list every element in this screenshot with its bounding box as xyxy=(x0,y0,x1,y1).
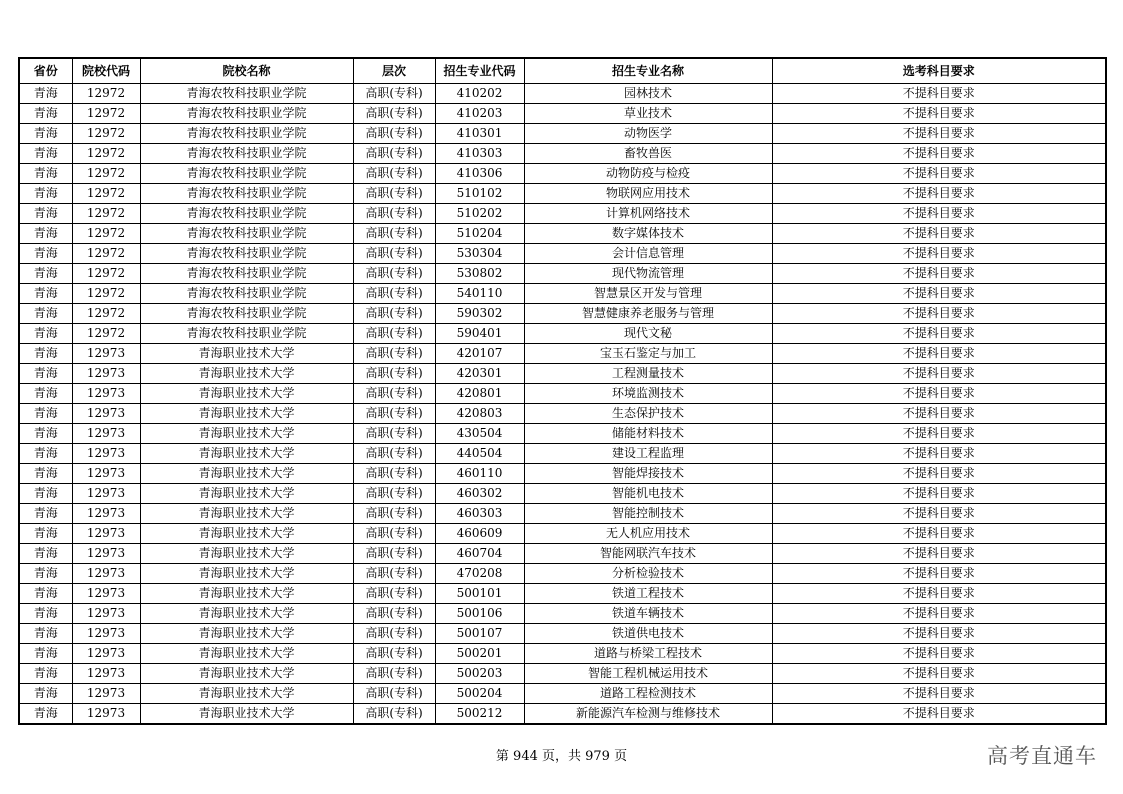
cell-subject-requirement: 不提科目要求 xyxy=(772,524,1106,544)
cell-major-code: 500106 xyxy=(435,604,524,624)
cell-major-name: 智能机电技术 xyxy=(524,484,772,504)
cell-school-code: 12972 xyxy=(72,204,140,224)
cell-major-name: 畜牧兽医 xyxy=(524,144,772,164)
cell-major-code: 460110 xyxy=(435,464,524,484)
cell-school-code: 12972 xyxy=(72,264,140,284)
cell-major-code: 500212 xyxy=(435,704,524,725)
cell-province: 青海 xyxy=(19,564,72,584)
table-row xyxy=(19,424,1106,444)
cell-school-code: 12972 xyxy=(72,244,140,264)
cell-level: 高职(专科) xyxy=(353,264,435,284)
cell-school-name: 青海职业技术大学 xyxy=(140,404,353,424)
header-major-code: 招生专业代码 xyxy=(435,58,524,84)
table-row xyxy=(19,204,1106,224)
cell-subject-requirement: 不提科目要求 xyxy=(772,364,1106,384)
cell-school-code: 12973 xyxy=(72,484,140,504)
cell-major-name: 分析检验技术 xyxy=(524,564,772,584)
cell-major-name: 园林技术 xyxy=(524,84,772,104)
cell-province: 青海 xyxy=(19,684,72,704)
cell-province: 青海 xyxy=(19,404,72,424)
cell-province: 青海 xyxy=(19,104,72,124)
cell-province: 青海 xyxy=(19,204,72,224)
cell-province: 青海 xyxy=(19,364,72,384)
cell-school-code: 12973 xyxy=(72,664,140,684)
table-row xyxy=(19,564,1106,584)
cell-major-code: 410306 xyxy=(435,164,524,184)
cell-school-name: 青海农牧科技职业学院 xyxy=(140,124,353,144)
cell-level: 高职(专科) xyxy=(353,584,435,604)
cell-subject-requirement: 不提科目要求 xyxy=(772,304,1106,324)
cell-school-name: 青海农牧科技职业学院 xyxy=(140,164,353,184)
cell-major-code: 420801 xyxy=(435,384,524,404)
cell-level: 高职(专科) xyxy=(353,424,435,444)
cell-subject-requirement: 不提科目要求 xyxy=(772,584,1106,604)
cell-school-code: 12973 xyxy=(72,364,140,384)
cell-level: 高职(专科) xyxy=(353,124,435,144)
cell-school-name: 青海农牧科技职业学院 xyxy=(140,224,353,244)
cell-major-code: 420301 xyxy=(435,364,524,384)
cell-major-name: 道路与桥梁工程技术 xyxy=(524,644,772,664)
cell-subject-requirement: 不提科目要求 xyxy=(772,264,1106,284)
cell-subject-requirement: 不提科目要求 xyxy=(772,224,1106,244)
cell-school-code: 12973 xyxy=(72,564,140,584)
cell-province: 青海 xyxy=(19,644,72,664)
cell-school-name: 青海职业技术大学 xyxy=(140,544,353,564)
cell-school-name: 青海农牧科技职业学院 xyxy=(140,264,353,284)
table-row xyxy=(19,404,1106,424)
cell-subject-requirement: 不提科目要求 xyxy=(772,424,1106,444)
cell-school-code: 12973 xyxy=(72,524,140,544)
table-body xyxy=(19,84,1106,725)
cell-subject-requirement: 不提科目要求 xyxy=(772,664,1106,684)
cell-province: 青海 xyxy=(19,464,72,484)
cell-school-name: 青海农牧科技职业学院 xyxy=(140,324,353,344)
cell-level: 高职(专科) xyxy=(353,444,435,464)
table-row xyxy=(19,224,1106,244)
cell-province: 青海 xyxy=(19,424,72,444)
cell-school-code: 12972 xyxy=(72,104,140,124)
cell-major-name: 智慧健康养老服务与管理 xyxy=(524,304,772,324)
cell-province: 青海 xyxy=(19,184,72,204)
table-row xyxy=(19,684,1106,704)
cell-level: 高职(专科) xyxy=(353,644,435,664)
cell-school-name: 青海农牧科技职业学院 xyxy=(140,204,353,224)
cell-school-name: 青海职业技术大学 xyxy=(140,624,353,644)
cell-major-name: 智能焊接技术 xyxy=(524,464,772,484)
table-row xyxy=(19,664,1106,684)
cell-major-code: 460302 xyxy=(435,484,524,504)
cell-major-code: 590401 xyxy=(435,324,524,344)
cell-major-name: 智能控制技术 xyxy=(524,504,772,524)
cell-major-name: 储能材料技术 xyxy=(524,424,772,444)
cell-major-name: 铁道工程技术 xyxy=(524,584,772,604)
cell-school-code: 12973 xyxy=(72,424,140,444)
cell-major-code: 500203 xyxy=(435,664,524,684)
cell-province: 青海 xyxy=(19,344,72,364)
cell-major-code: 460303 xyxy=(435,504,524,524)
cell-school-name: 青海职业技术大学 xyxy=(140,464,353,484)
cell-subject-requirement: 不提科目要求 xyxy=(772,284,1106,304)
cell-subject-requirement: 不提科目要求 xyxy=(772,504,1106,524)
cell-subject-requirement: 不提科目要求 xyxy=(772,84,1106,104)
cell-level: 高职(专科) xyxy=(353,704,435,725)
cell-major-code: 540110 xyxy=(435,284,524,304)
cell-major-code: 530304 xyxy=(435,244,524,264)
cell-major-code: 410301 xyxy=(435,124,524,144)
cell-level: 高职(专科) xyxy=(353,544,435,564)
cell-major-name: 无人机应用技术 xyxy=(524,524,772,544)
header-province: 省份 xyxy=(19,58,72,84)
cell-school-name: 青海职业技术大学 xyxy=(140,444,353,464)
cell-school-code: 12973 xyxy=(72,464,140,484)
cell-major-code: 410303 xyxy=(435,144,524,164)
cell-major-name: 智能工程机械运用技术 xyxy=(524,664,772,684)
cell-level: 高职(专科) xyxy=(353,84,435,104)
cell-school-code: 12972 xyxy=(72,84,140,104)
cell-major-name: 草业技术 xyxy=(524,104,772,124)
table-row xyxy=(19,544,1106,564)
cell-province: 青海 xyxy=(19,284,72,304)
cell-level: 高职(专科) xyxy=(353,184,435,204)
cell-school-code: 12972 xyxy=(72,184,140,204)
cell-school-code: 12972 xyxy=(72,284,140,304)
cell-subject-requirement: 不提科目要求 xyxy=(772,184,1106,204)
table-row xyxy=(19,584,1106,604)
cell-province: 青海 xyxy=(19,604,72,624)
header-school-name: 院校名称 xyxy=(140,58,353,84)
cell-major-name: 生态保护技术 xyxy=(524,404,772,424)
cell-school-code: 12973 xyxy=(72,584,140,604)
cell-province: 青海 xyxy=(19,84,72,104)
cell-province: 青海 xyxy=(19,624,72,644)
cell-subject-requirement: 不提科目要求 xyxy=(772,404,1106,424)
header-major-name: 招生专业名称 xyxy=(524,58,772,84)
cell-major-code: 500107 xyxy=(435,624,524,644)
cell-major-name: 计算机网络技术 xyxy=(524,204,772,224)
cell-subject-requirement: 不提科目要求 xyxy=(772,244,1106,264)
cell-school-name: 青海职业技术大学 xyxy=(140,364,353,384)
table-row xyxy=(19,284,1106,304)
table-row xyxy=(19,484,1106,504)
table-row xyxy=(19,444,1106,464)
cell-school-name: 青海职业技术大学 xyxy=(140,664,353,684)
cell-province: 青海 xyxy=(19,224,72,244)
cell-level: 高职(专科) xyxy=(353,664,435,684)
cell-major-name: 建设工程监理 xyxy=(524,444,772,464)
cell-school-name: 青海职业技术大学 xyxy=(140,584,353,604)
cell-province: 青海 xyxy=(19,264,72,284)
cell-province: 青海 xyxy=(19,124,72,144)
cell-school-name: 青海农牧科技职业学院 xyxy=(140,144,353,164)
cell-major-name: 道路工程检测技术 xyxy=(524,684,772,704)
cell-level: 高职(专科) xyxy=(353,564,435,584)
cell-school-name: 青海职业技术大学 xyxy=(140,644,353,664)
cell-major-name: 动物防疫与检疫 xyxy=(524,164,772,184)
cell-subject-requirement: 不提科目要求 xyxy=(772,604,1106,624)
table-row xyxy=(19,324,1106,344)
cell-subject-requirement: 不提科目要求 xyxy=(772,624,1106,644)
cell-level: 高职(专科) xyxy=(353,344,435,364)
cell-major-name: 工程测量技术 xyxy=(524,364,772,384)
table-row xyxy=(19,184,1106,204)
cell-school-name: 青海农牧科技职业学院 xyxy=(140,84,353,104)
cell-level: 高职(专科) xyxy=(353,364,435,384)
cell-province: 青海 xyxy=(19,584,72,604)
cell-subject-requirement: 不提科目要求 xyxy=(772,644,1106,664)
cell-school-name: 青海农牧科技职业学院 xyxy=(140,284,353,304)
cell-major-code: 440504 xyxy=(435,444,524,464)
page-number: 第 944 页，共 979 页 xyxy=(495,749,628,764)
table-row xyxy=(19,304,1106,324)
header-row xyxy=(19,58,1106,84)
cell-major-name: 宝玉石鉴定与加工 xyxy=(524,344,772,364)
cell-major-name: 现代物流管理 xyxy=(524,264,772,284)
cell-school-code: 12973 xyxy=(72,604,140,624)
cell-major-code: 460704 xyxy=(435,544,524,564)
cell-school-code: 12973 xyxy=(72,344,140,364)
cell-major-code: 500101 xyxy=(435,584,524,604)
cell-school-name: 青海职业技术大学 xyxy=(140,504,353,524)
cell-major-code: 470208 xyxy=(435,564,524,584)
cell-school-code: 12973 xyxy=(72,684,140,704)
cell-subject-requirement: 不提科目要求 xyxy=(772,484,1106,504)
cell-major-name: 铁道车辆技术 xyxy=(524,604,772,624)
cell-school-name: 青海农牧科技职业学院 xyxy=(140,104,353,124)
cell-province: 青海 xyxy=(19,164,72,184)
table-row xyxy=(19,644,1106,664)
cell-subject-requirement: 不提科目要求 xyxy=(772,564,1106,584)
table-header xyxy=(19,58,1106,84)
cell-level: 高职(专科) xyxy=(353,604,435,624)
cell-level: 高职(专科) xyxy=(353,624,435,644)
table-row xyxy=(19,384,1106,404)
cell-level: 高职(专科) xyxy=(353,104,435,124)
cell-level: 高职(专科) xyxy=(353,404,435,424)
header-level: 层次 xyxy=(353,58,435,84)
cell-province: 青海 xyxy=(19,444,72,464)
cell-subject-requirement: 不提科目要求 xyxy=(772,684,1106,704)
table-row xyxy=(19,624,1106,644)
cell-school-code: 12972 xyxy=(72,124,140,144)
cell-subject-requirement: 不提科目要求 xyxy=(772,164,1106,184)
cell-major-code: 510204 xyxy=(435,224,524,244)
cell-subject-requirement: 不提科目要求 xyxy=(772,704,1106,725)
watermark-logo: 高考直通车 xyxy=(987,744,1097,768)
cell-major-code: 510102 xyxy=(435,184,524,204)
cell-province: 青海 xyxy=(19,244,72,264)
cell-school-name: 青海职业技术大学 xyxy=(140,564,353,584)
cell-major-name: 物联网应用技术 xyxy=(524,184,772,204)
table-row xyxy=(19,704,1106,725)
cell-school-name: 青海农牧科技职业学院 xyxy=(140,304,353,324)
cell-school-name: 青海职业技术大学 xyxy=(140,524,353,544)
cell-school-name: 青海农牧科技职业学院 xyxy=(140,244,353,264)
cell-subject-requirement: 不提科目要求 xyxy=(772,384,1106,404)
cell-subject-requirement: 不提科目要求 xyxy=(772,104,1106,124)
cell-level: 高职(专科) xyxy=(353,304,435,324)
cell-major-code: 590302 xyxy=(435,304,524,324)
table-row xyxy=(19,524,1106,544)
cell-school-code: 12973 xyxy=(72,704,140,725)
cell-school-code: 12972 xyxy=(72,304,140,324)
cell-province: 青海 xyxy=(19,144,72,164)
cell-level: 高职(专科) xyxy=(353,324,435,344)
cell-level: 高职(专科) xyxy=(353,504,435,524)
cell-school-code: 12973 xyxy=(72,384,140,404)
cell-level: 高职(专科) xyxy=(353,524,435,544)
cell-province: 青海 xyxy=(19,664,72,684)
table-row xyxy=(19,604,1106,624)
cell-school-code: 12973 xyxy=(72,404,140,424)
cell-subject-requirement: 不提科目要求 xyxy=(772,444,1106,464)
cell-province: 青海 xyxy=(19,704,72,725)
cell-school-name: 青海职业技术大学 xyxy=(140,704,353,725)
cell-subject-requirement: 不提科目要求 xyxy=(772,464,1106,484)
cell-major-name: 智慧景区开发与管理 xyxy=(524,284,772,304)
cell-major-code: 530802 xyxy=(435,264,524,284)
cell-major-code: 510202 xyxy=(435,204,524,224)
table-row xyxy=(19,124,1106,144)
cell-level: 高职(专科) xyxy=(353,204,435,224)
cell-school-name: 青海农牧科技职业学院 xyxy=(140,184,353,204)
cell-major-code: 500204 xyxy=(435,684,524,704)
cell-subject-requirement: 不提科目要求 xyxy=(772,324,1106,344)
cell-subject-requirement: 不提科目要求 xyxy=(772,144,1106,164)
table-row xyxy=(19,264,1106,284)
cell-school-code: 12973 xyxy=(72,624,140,644)
cell-major-code: 420107 xyxy=(435,344,524,364)
cell-province: 青海 xyxy=(19,384,72,404)
cell-school-code: 12973 xyxy=(72,644,140,664)
cell-school-name: 青海职业技术大学 xyxy=(140,424,353,444)
cell-school-name: 青海职业技术大学 xyxy=(140,604,353,624)
cell-major-code: 410202 xyxy=(435,84,524,104)
cell-major-name: 动物医学 xyxy=(524,124,772,144)
cell-school-name: 青海职业技术大学 xyxy=(140,344,353,364)
cell-major-code: 420803 xyxy=(435,404,524,424)
cell-province: 青海 xyxy=(19,484,72,504)
cell-subject-requirement: 不提科目要求 xyxy=(772,344,1106,364)
table-row xyxy=(19,104,1106,124)
cell-major-name: 现代文秘 xyxy=(524,324,772,344)
cell-level: 高职(专科) xyxy=(353,164,435,184)
cell-level: 高职(专科) xyxy=(353,464,435,484)
cell-major-code: 500201 xyxy=(435,644,524,664)
cell-major-code: 410203 xyxy=(435,104,524,124)
table-row xyxy=(19,164,1106,184)
table-row xyxy=(19,504,1106,524)
header-subject-requirement: 选考科目要求 xyxy=(772,58,1106,84)
cell-province: 青海 xyxy=(19,544,72,564)
cell-major-name: 新能源汽车检测与维修技术 xyxy=(524,704,772,725)
cell-school-code: 12972 xyxy=(72,324,140,344)
table-row xyxy=(19,364,1106,384)
cell-school-code: 12973 xyxy=(72,544,140,564)
cell-subject-requirement: 不提科目要求 xyxy=(772,544,1106,564)
table-row xyxy=(19,144,1106,164)
cell-school-code: 12973 xyxy=(72,444,140,464)
cell-major-name: 环境监测技术 xyxy=(524,384,772,404)
cell-level: 高职(专科) xyxy=(353,284,435,304)
cell-major-code: 430504 xyxy=(435,424,524,444)
cell-major-name: 智能网联汽车技术 xyxy=(524,544,772,564)
header-school-code: 院校代码 xyxy=(72,58,140,84)
cell-major-code: 460609 xyxy=(435,524,524,544)
table-row xyxy=(19,344,1106,364)
cell-school-name: 青海职业技术大学 xyxy=(140,384,353,404)
cell-level: 高职(专科) xyxy=(353,224,435,244)
cell-level: 高职(专科) xyxy=(353,144,435,164)
cell-major-name: 数字媒体技术 xyxy=(524,224,772,244)
cell-school-name: 青海职业技术大学 xyxy=(140,484,353,504)
cell-school-code: 12972 xyxy=(72,144,140,164)
cell-province: 青海 xyxy=(19,504,72,524)
cell-school-name: 青海职业技术大学 xyxy=(140,684,353,704)
cell-province: 青海 xyxy=(19,324,72,344)
cell-province: 青海 xyxy=(19,304,72,324)
cell-subject-requirement: 不提科目要求 xyxy=(772,124,1106,144)
table-row xyxy=(19,84,1106,104)
cell-school-code: 12973 xyxy=(72,504,140,524)
cell-level: 高职(专科) xyxy=(353,384,435,404)
cell-level: 高职(专科) xyxy=(353,484,435,504)
table-row xyxy=(19,244,1106,264)
cell-province: 青海 xyxy=(19,524,72,544)
cell-major-name: 铁道供电技术 xyxy=(524,624,772,644)
cell-level: 高职(专科) xyxy=(353,244,435,264)
cell-level: 高职(专科) xyxy=(353,684,435,704)
cell-major-name: 会计信息管理 xyxy=(524,244,772,264)
admissions-table xyxy=(18,57,1107,725)
cell-school-code: 12972 xyxy=(72,224,140,244)
cell-school-code: 12972 xyxy=(72,164,140,184)
cell-subject-requirement: 不提科目要求 xyxy=(772,204,1106,224)
table-row xyxy=(19,464,1106,484)
